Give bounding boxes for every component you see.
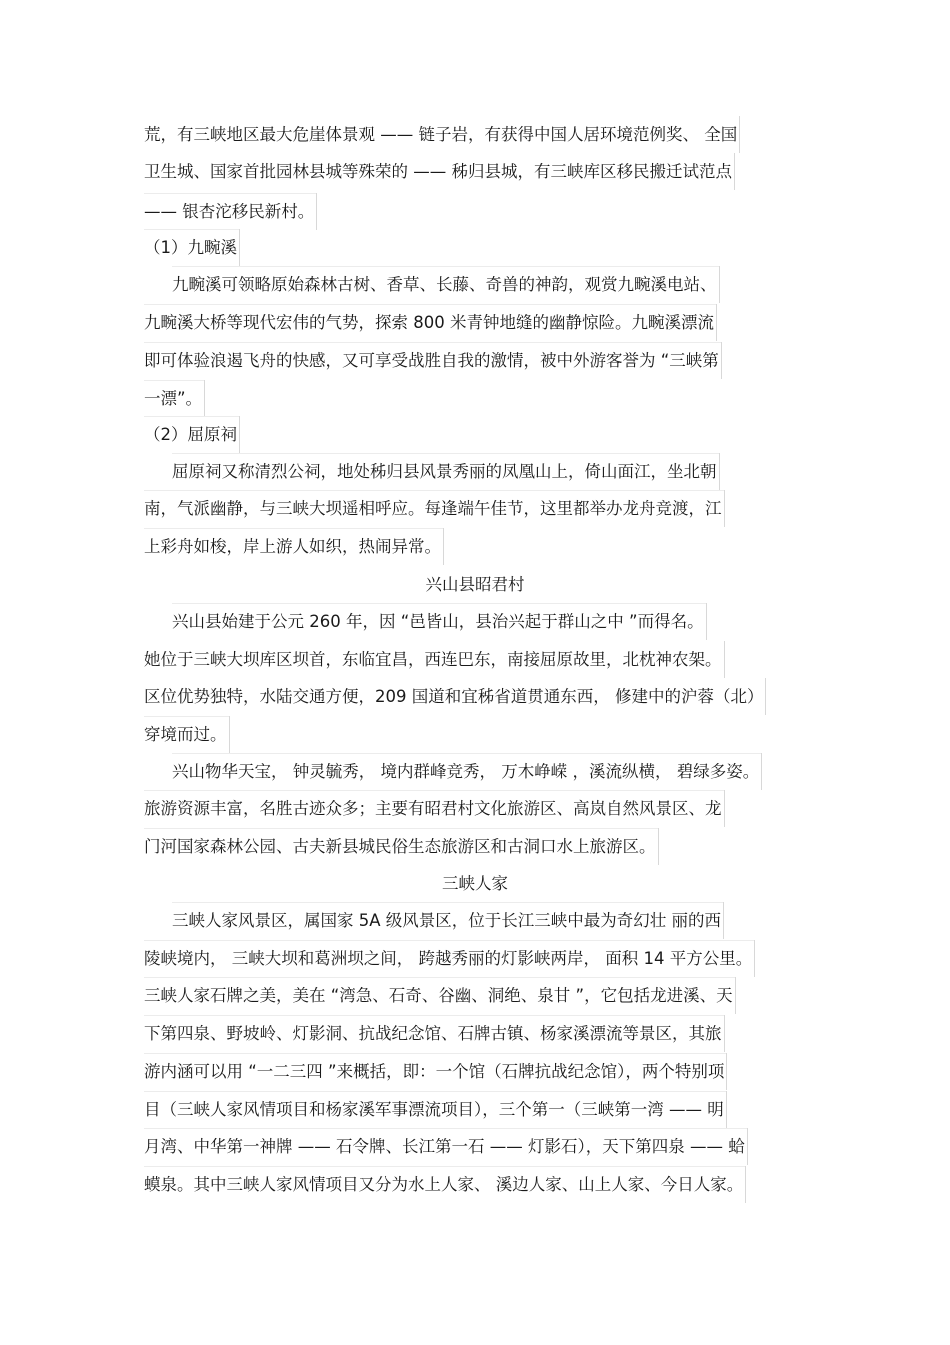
paragraph-line: 她位于三峡大坝库区坝首，东临宜昌，西连巴东，南接屈原故里，北枕神农架。 bbox=[144, 641, 722, 678]
paragraph-line: 门河国家森林公园、古夫新县城民俗生态旅游区和古洞口水上旅游区。 bbox=[144, 828, 656, 865]
paragraph-line: 南，气派幽静，与三峡大坝遥相呼应。每逢端午佳节，这里都举办龙舟竞渡，江 bbox=[144, 490, 722, 527]
paragraph-line: 卫生城、国家首批园林县城等殊荣的 —— 秭归县城，有三峡库区移民搬迁试范点 bbox=[144, 153, 732, 190]
paragraph-line: 九畹溪可领略原始森林古树、香草、长藤、奇兽的神韵，观赏九畹溪电站、 bbox=[172, 266, 717, 303]
paragraph-line: 区位优势独特，水陆交通方便，209 国道和宜秭省道贯通东西， 修建中的沪蓉（北） bbox=[144, 678, 763, 715]
paragraph-line: 屈原祠又称清烈公祠，地处秭归县风景秀丽的凤凰山上，倚山面江，坐北朝 bbox=[172, 453, 717, 490]
section-title-sanxiarenjia: 三峡人家 bbox=[442, 874, 508, 893]
paragraph-line: 三峡人家石牌之美，美在 “湾急、石奇、谷幽、洞绝、泉甘 ”，它包括龙进溪、天 bbox=[144, 977, 733, 1014]
paragraph-line: 九畹溪大桥等现代宏伟的气势，探索 800 米青钟地缝的幽静惊险。九畹溪漂流 bbox=[144, 304, 714, 341]
section-heading-quyuanci: （2）屈原祠 bbox=[144, 416, 237, 453]
paragraph-line: 兴山县始建于公元 260 年，因 “邑皆山，县治兴起于群山之中 ”而得名。 bbox=[172, 603, 704, 640]
paragraph-line: 月湾、中华第一神牌 —— 石令牌、长江第一石 —— 灯影石），天下第四泉 —— 蛤 bbox=[144, 1128, 745, 1165]
paragraph-line: 陵峡境内， 三峡大坝和葛洲坝之间， 跨越秀丽的灯影峡两岸， 面积 14 平方公里。 bbox=[144, 940, 752, 977]
paragraph-line: 游内涵可以用 “一二三四 ”来概括，即：一个馆（石牌抗战纪念馆），两个特别项 bbox=[144, 1053, 724, 1090]
section-title-zhaojuncun: 兴山县昭君村 bbox=[425, 575, 525, 594]
section-heading-jiuwanxi: （1）九畹溪 bbox=[144, 229, 237, 266]
paragraph-line: 目（三峡人家风情项目和杨家溪军事漂流项目），三个第一（三峡第一湾 —— 明 bbox=[144, 1091, 724, 1128]
paragraph-line: 兴山物华天宝， 钟灵毓秀， 境内群峰竞秀， 万木峥嵘 ，溪流纵横， 碧绿多姿。 bbox=[172, 753, 759, 790]
paragraph-line: 穿境而过。 bbox=[144, 716, 227, 753]
paragraph-line: 荒，有三峡地区最大危崖体景观 —— 链子岩，有获得中国人居环境范例奖、 全国 bbox=[144, 116, 737, 153]
paragraph-line: 旅游资源丰富，名胜古迹众多；主要有昭君村文化旅游区、高岚自然风景区、龙 bbox=[144, 790, 722, 827]
paragraph-line: 三峡人家风景区，属国家 5A 级风景区，位于长江三峡中最为奇幻壮 丽的西 bbox=[172, 902, 721, 939]
paragraph-line: 一漂”。 bbox=[144, 380, 202, 417]
paragraph-line: 下第四泉、野坡岭、灯影洞、抗战纪念馆、石牌古镇、杨家溪漂流等景区，其旅 bbox=[144, 1015, 722, 1052]
paragraph-line: 蟆泉。其中三峡人家风情项目又分为水上人家、 溪边人家、山上人家、今日人家。 bbox=[144, 1166, 743, 1203]
paragraph-line: —— 银杏沱移民新村。 bbox=[144, 193, 314, 230]
paragraph-line: 即可体验浪遏飞舟的快感，又可享受战胜自我的激情，被中外游客誉为 “三峡第 bbox=[144, 342, 719, 379]
paragraph-line: 上彩舟如梭，岸上游人如织，热闹异常。 bbox=[144, 528, 441, 565]
